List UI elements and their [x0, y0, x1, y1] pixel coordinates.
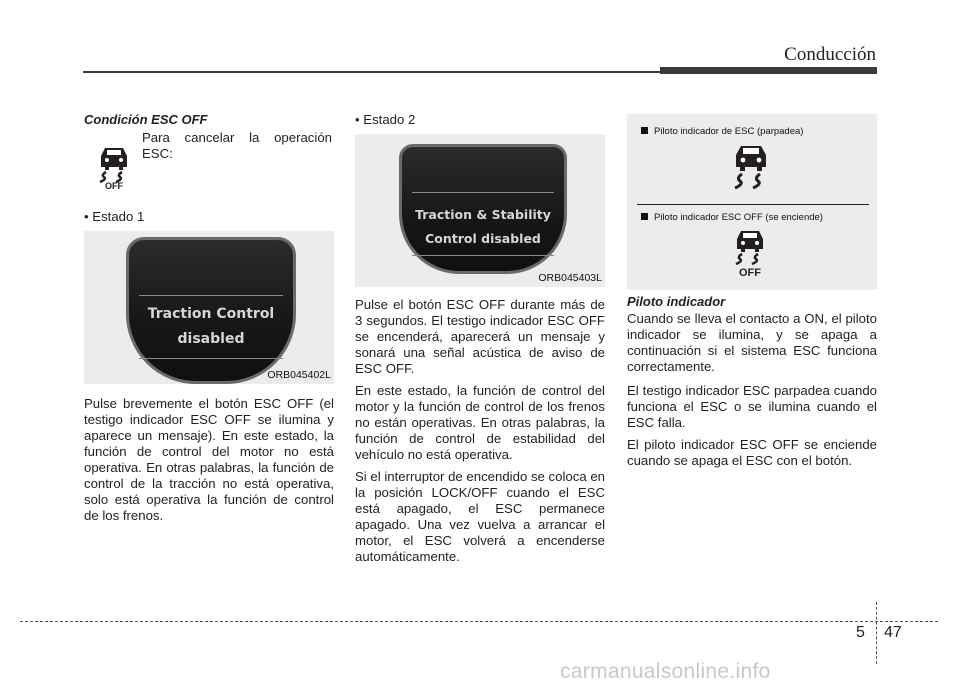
page-number: 47: [884, 624, 902, 641]
panel-1-text-line-1: Traction Control: [147, 306, 275, 322]
panel-1-text-line-2: disabled: [177, 331, 245, 347]
indicator-paragraph-3: El piloto indicador ESC OFF se enciende cuando se apaga el ESC con el botón.: [627, 437, 877, 468]
square-bullet-icon: [641, 127, 648, 134]
indicator-heading: Piloto indicador: [627, 294, 726, 309]
column-1: [84, 112, 334, 524]
cluster-display-panel-2: [399, 144, 567, 274]
state-2-paragraph-1: Pulse el botón ESC OFF durante más de 3 segundos. El testigo indicador ESC OFF se encenderá, aparecerá un mensaje y sonará una señal acústica de aviso de ESC OFF.: [355, 297, 605, 376]
section-title: Conducción: [784, 44, 876, 65]
state-2-paragraph-2: En este estado, la función de control del motor y la función de control de los frenos no están operativas. En otras palabras, la función de control de estabilidad del vehículo no está operativa.: [355, 383, 605, 462]
state-1-bullet: • Estado 1: [84, 209, 145, 224]
cluster-display-panel-1: [126, 237, 296, 384]
esc-off-car-icon: [94, 144, 134, 190]
square-bullet-icon: [641, 213, 648, 220]
header-rule-thin: [83, 71, 663, 73]
indicator-2-label-row: [641, 210, 823, 226]
esc-off-heading: Condición ESC OFF: [84, 112, 208, 127]
watermark: carmanualsonline.info: [560, 660, 771, 683]
state-2-paragraph-3: Si el interruptor de encendido se coloca en la posición LOCK/OFF cuando el ESC está apagado, el ESC permanece apagado. Una vez vuelva a arrancar el motor, el ESC volverá a encenderse automáticamente.: [355, 469, 605, 564]
panel-2-text-line-2: Control disabled: [425, 231, 541, 246]
state-2-bullet: • Estado 2: [355, 112, 416, 127]
indicator-paragraph-2: El testigo indicador ESC parpadea cuando funciona el ESC o se ilumina cuando el ESC falla.: [627, 383, 877, 430]
panel-1-top-line: [139, 295, 283, 296]
column-2: [355, 112, 605, 565]
indicator-lights-figure: [627, 114, 877, 290]
indicator-paragraph-1: Cuando se lleva el contacto a ON, el piloto indicador se ilumina, y se apaga a continuación si el sistema ESC funciona correctamente.: [627, 311, 877, 374]
panel-2-text-line-1: Traction & Stability: [415, 207, 551, 222]
figure-2-code: ORB045403L: [538, 272, 602, 284]
header-rule-thick: [660, 67, 877, 74]
esc-indicator-icon: [729, 142, 773, 194]
panel-1-bottom-line: [139, 358, 283, 359]
footer-vertical-dashed-rule: [876, 602, 877, 664]
indicator-2-label: Piloto indicador ESC OFF (se enciende): [654, 212, 823, 223]
chapter-number: 5: [856, 624, 865, 641]
esc-off-indicator-label: OFF: [739, 267, 761, 278]
esc-off-intro-text: Para cancelar la operación ESC:: [142, 130, 332, 161]
esc-off-intro-row: [84, 130, 334, 194]
state-1-paragraph: Pulse brevemente el botón ESC OFF (el testigo indicador ESC OFF se ilumina y aparece un mensaje). En este estado, la función de control del motor no está operativa. En otras palabras, la función de control de la tracción no está operativa, solo está operativa la función de control de los frenos.: [84, 396, 334, 523]
esc-off-indicator-icon: [731, 228, 771, 278]
column-3: [627, 112, 877, 469]
esc-off-icon-label: OFF: [105, 181, 123, 190]
panel-2-bottom-line: [412, 255, 554, 256]
traction-stability-figure: [355, 134, 605, 287]
traction-control-figure: [84, 231, 334, 384]
indicator-divider: [637, 204, 869, 205]
figure-1-code: ORB045402L: [267, 369, 331, 381]
indicator-1-label: Piloto indicador de ESC (parpadea): [654, 126, 804, 137]
indicator-1-label-row: [641, 124, 803, 140]
footer-dashed-rule: [20, 621, 938, 622]
panel-2-top-line: [412, 192, 554, 193]
